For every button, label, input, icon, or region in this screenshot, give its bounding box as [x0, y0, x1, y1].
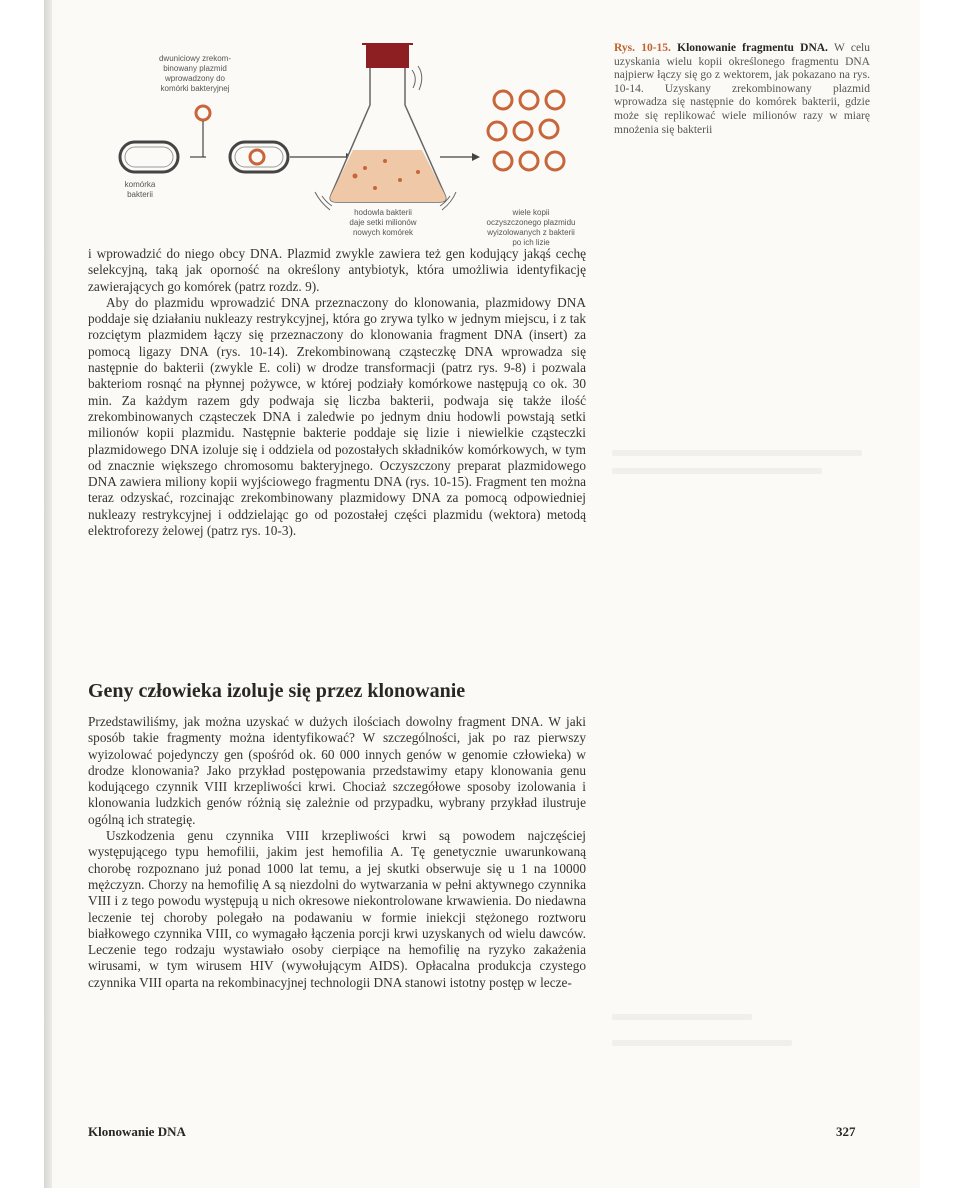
label-plasmid: dwuniciowy zrekom- binowany plazmid wprowadzony do komórki bakteryjnej: [158, 54, 232, 93]
show-through: [612, 468, 822, 474]
body-section-1: [88, 246, 586, 539]
show-through: [612, 1040, 792, 1046]
paragraph: Aby do plazmidu wprowadzić DNA przeznaczony do klonowania, plazmidowy DNA poddaje się działaniu nukleazy restrykcyjnej, która go zrywa tylko w jednym miejscu, i z tak rozciętym plazmidem łączy się przeznaczony do klonowania fragment DNA (insert) za pomocą ligazy DNA (rys. 10-14). Zrekombinowaną cząsteczkę DNA wprowadza się następnie do bakterii (zwykle E. coli) w drodze transformacji (patrz rys. 9-8) i pozwala bakteriom rosnąć na płynnej pożywce, w której podziały komórkowe następują co ok. 30 min. Za każdym razem gdy podwaja się liczba bakterii, podwaja się także ilość zrekombinowanych cząsteczek DNA i zaledwie po jednym dniu hodowli powstają setki milionów kopii plazmidu. Następnie bakterie poddaje się lizie i niewielkie cząsteczki plazmidowego DNA izoluje się i oddziela od pozostałych składników komórkowych, w tym od znacznie większego chromosomu bakteryjnego. Oczyszczony preparat plazmidowego DNA zawiera miliony kopii wyjściowego fragmentu DNA (rys. 10-15). Fragment ten można teraz odzyskać, rozcinając zrekombinowany plazmidowy DNA za pomocą odpowiedniej nukleazy restrykcyjnej i oddzielając go od pozostałej części plazmidu (wektora) metodą elektroforezy żelowej (patrz rys. 10-3).: [88, 294, 586, 539]
paragraph: Uszkodzenia genu czynnika VIII krzepliwości krwi są powodem najczęściej występującego typu hemofilii, jakim jest hemofilia A. Tę genetycznie uwarunkowaną chorobę rozpoznano już ponad 1000 lat temu, a jej skutki obserwuje się u 1 na 10000 mężczyzn. Chorzy na hemofilię A są niezdolni do wytwarzania w pełni aktywnego czynnika VIII i z tego powodu występują u nich okresowe niekontrolowane krwawienia. Do niedawna leczenie tej choroby polegało na podawaniu w formie iniekcji stężonego roztworu białkowego czynnika VIII, co wymagało łączenia porcji krwi uzyskanych od wielu dawców. Leczenie tego rodzaju wystawiało osoby cierpiące na hemofilię na ryzyko zakażenia wirusami, w tym wirusem HIV (wywołującym AIDS). Opłacalna produkcja czystego czynnika VIII oparta na rekombinacyjnej technologii DNA stanowi istotny postęp w lecze-: [88, 828, 586, 990]
figure-caption: [614, 42, 870, 137]
plasmid-copies-icon: [488, 91, 564, 170]
section-heading: Geny człowieka izoluje się przez klonowanie: [88, 680, 466, 702]
figure-cloning: [100, 30, 600, 247]
label-cell: komórka bakterii: [124, 180, 156, 199]
culture-flask-icon: [315, 44, 456, 210]
caption-text: W celu uzyskania wielu kopii określonego fragmentu DNA najpierw łączy się go z wektorem, jak pokazano na rys. 10-14. Uzyskany zrekombinowany plazmid wprowadza się następnie do komórek bakterii, gdzie może się replikować wiele milionów razy w miarę mnożenia się bakterii: [614, 42, 870, 136]
label-copies: wiele kopii oczyszczonego plazmidu wyizolowanych z bakterii po ich lizie: [486, 208, 576, 247]
label-culture: hodowla bakterii daje setki milionów nowych komórek: [349, 208, 417, 237]
running-footer-title: Klonowanie DNA: [88, 1124, 186, 1139]
show-through: [612, 1014, 752, 1020]
paragraph: i wprowadzić do niego obcy DNA. Plazmid zwykle zawiera też gen kodujący jakąś cechę selekcyjną, taką jak oporność na określony antybiotyk, która umożliwia identyfikację zawierających go komórek (patrz rozdz. 9).: [88, 246, 586, 294]
plasmid-entering-icon: [196, 106, 210, 120]
caption-title: Klonowanie fragmentu DNA.: [677, 42, 828, 54]
paragraph: Przedstawiliśmy, jak można uzyskać w dużych ilościach dowolny fragment DNA. W jaki sposób takie fragmenty można identyfikować? W szczególności, jak po raz pierwszy wyizolować pojedynczy gen (spośród ok. 60 000 innych genów w genomie człowieka) w drodze klonowania? Jako przykład postępowania przedstawimy etapy klonowania genu kodującego czynnik VIII krzepliwości krwi. Chociaż szczegółowe sposoby izolowania i klonowania ludzkich genów różnią się zależnie od przypadku, wybrany przykład ilustruje ogólną ich strategię.: [88, 714, 586, 827]
show-through: [612, 450, 862, 456]
body-section-2: [88, 714, 586, 991]
caption-number: Rys. 10-15.: [614, 42, 671, 54]
page-number: 327: [836, 1124, 856, 1139]
